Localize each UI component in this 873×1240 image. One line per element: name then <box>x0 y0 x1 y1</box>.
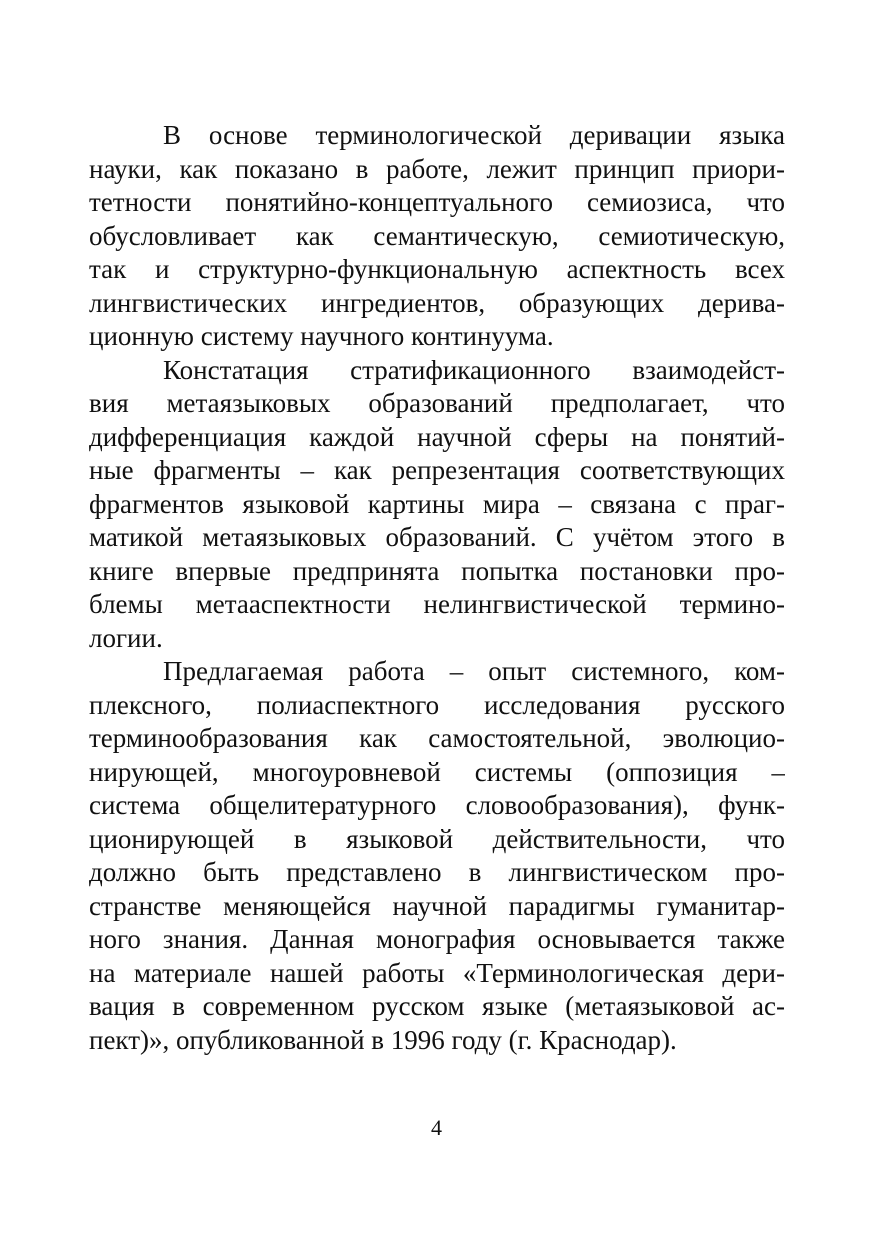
paragraph-3 <box>89 655 785 1057</box>
text-line: ного знания. Данная монография основывается также <box>89 924 785 954</box>
body-text <box>89 119 785 1057</box>
text-line: пект)», опубликованной в 1996 году (г. Краснодар). <box>89 1024 677 1055</box>
paragraph-1 <box>89 119 785 354</box>
text-line: вия метаязыковых образований предполагает, что <box>89 388 785 418</box>
text-line: В основе терминологической деривации языка <box>163 120 785 150</box>
text-line: плексного, полиаспектного исследования русского <box>89 689 785 720</box>
text-line: обусловливает как семантическую, семиотическую, <box>89 220 785 251</box>
text-line: Предлагаемая работа – опыт системного, ком- <box>163 656 785 686</box>
text-line: матикой метаязыковых образований. С учётом этого в <box>89 522 785 552</box>
page-number: 4 <box>431 1115 442 1140</box>
text-line: логии. <box>89 622 163 653</box>
text-line: лингвистических ингредиентов, образующих дерива- <box>89 287 785 318</box>
text-line: дифференциация каждой научной сферы на понятий- <box>89 421 785 452</box>
text-line: Констатация стратификационного взаимодейст- <box>163 354 785 385</box>
text-line: науки, как показано в работе, лежит принцип приори- <box>89 153 785 184</box>
text-line: тетности понятийно-концептуального семиозиса, что <box>89 187 785 217</box>
text-line: на материале нашей работы «Терминологическая дери- <box>89 957 785 988</box>
paragraph-2 <box>89 354 785 656</box>
text-line: ные фрагменты – как репрезентация соответствующих <box>89 455 785 485</box>
text-line: ционирующей в языковой действительности, что <box>89 823 785 854</box>
text-line: нирующей, многоуровневой системы (оппозиция – <box>89 756 785 787</box>
text-line: система общелитературного словообразования), функ- <box>89 790 785 820</box>
text-line: книге впервые предпринята попытка постановки про- <box>89 555 785 586</box>
text-line: терминообразования как самостоятельной, эволюцио- <box>89 723 785 753</box>
text-line: фрагментов языковой картины мира – связана с праг- <box>89 488 785 519</box>
text-line: так и структурно-функциональную аспектность всех <box>89 254 785 284</box>
text-line: должно быть представлено в лингвистическом про- <box>89 857 785 887</box>
text-line: странстве меняющейся научной парадигмы гуманитар- <box>89 890 785 921</box>
text-line: вация в современном русском языке (метаязыковой ас- <box>89 991 785 1021</box>
text-line: ционную систему научного континуума. <box>89 321 554 351</box>
text-line: блемы метааспектности нелингвистической термино- <box>89 589 785 619</box>
